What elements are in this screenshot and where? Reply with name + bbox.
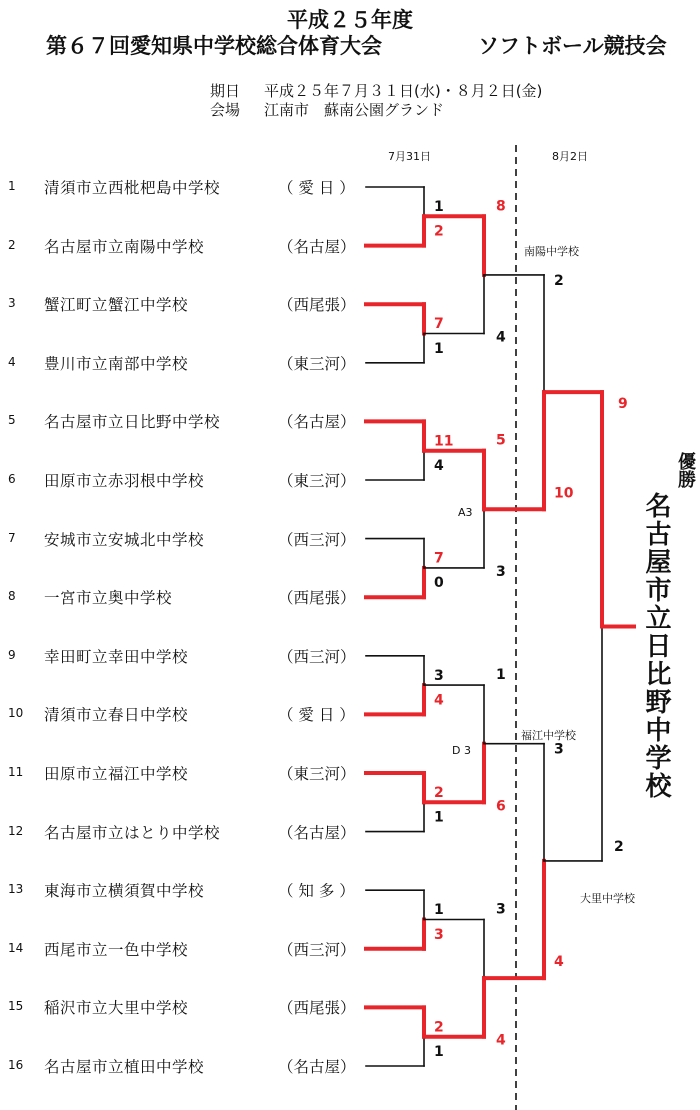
team-region: （名古屋）	[278, 413, 356, 432]
annotation-a3: A3	[458, 506, 473, 519]
team-school: 名古屋市立植田中学校	[44, 1058, 205, 1076]
score-final: 2	[614, 838, 624, 855]
team-school: 田原市立赤羽根中学校	[44, 472, 205, 490]
score-round3: 10	[554, 485, 574, 502]
score-round2: 8	[496, 198, 506, 215]
team-region: （西尾張）	[278, 296, 356, 315]
team-school: 名古屋市立南陽中学校	[44, 237, 205, 256]
score-round1: 3	[434, 667, 444, 684]
team-school: 幸田町立幸田中学校	[44, 647, 189, 666]
team-school: 豊川市立南部中学校	[44, 354, 189, 373]
score-round1: 1	[434, 199, 444, 215]
score-round2: 3	[496, 901, 506, 918]
team-number: 7	[8, 530, 16, 545]
team-school: 名古屋市立はとり中学校	[44, 823, 221, 842]
team-school: 田原市立福江中学校	[44, 765, 189, 783]
team-number: 1	[8, 179, 16, 193]
champion-label: 優勝	[675, 452, 696, 488]
team-number: 11	[8, 765, 24, 779]
team-number: 2	[8, 237, 16, 252]
score-round1: 2	[434, 1019, 444, 1036]
score-round1: 1	[434, 902, 444, 919]
title-event: ソフトボール競技会	[478, 34, 667, 58]
date-header-day2: 8月2日	[552, 150, 588, 163]
score-round2: 5	[496, 432, 506, 449]
annotation-nanyo: 南陽中学校	[524, 245, 579, 258]
team-school: 稲沢市立大里中学校	[44, 999, 189, 1018]
team-number: 10	[8, 706, 24, 721]
team-region: （名古屋）	[278, 237, 356, 256]
team-number: 16	[8, 1058, 24, 1072]
venue-value: 江南市 蘇南公園グランド	[264, 101, 445, 119]
score-round2: 4	[496, 329, 506, 346]
team-school: 清須市立春日中学校	[44, 706, 189, 725]
team-region: （ 知 多 ）	[278, 882, 355, 901]
team-number: 15	[8, 999, 24, 1014]
score-round1: 1	[434, 340, 444, 357]
team-school: 清須市立西枇杷島中学校	[44, 179, 221, 197]
score-round1: 4	[434, 458, 444, 474]
team-number: 3	[8, 296, 16, 311]
score-final: 9	[618, 396, 628, 413]
team-school: 名古屋市立日比野中学校	[44, 413, 221, 432]
team-school: 蟹江町立蟹江中学校	[44, 296, 189, 315]
score-round3: 2	[554, 272, 564, 289]
team-number: 8	[8, 589, 16, 604]
team-region: （西尾張）	[278, 999, 356, 1018]
score-round1: 2	[434, 785, 444, 801]
team-region: （西三河）	[278, 647, 356, 666]
score-round1: 1	[434, 809, 444, 826]
score-round3: 3	[554, 741, 564, 758]
date-value: 平成２５年７月３１日(水)・８月２日(金)	[264, 82, 543, 100]
team-region: （西尾張）	[278, 589, 356, 608]
score-round1: 2	[434, 223, 444, 240]
team-region: （東三河）	[278, 354, 356, 373]
team-number: 9	[8, 647, 16, 662]
score-round2: 3	[496, 563, 506, 580]
date-header-day1: 7月31日	[388, 150, 431, 163]
team-region: （名古屋）	[278, 1058, 356, 1076]
title-tournament: 第６７回愛知県中学校総合体育大会	[46, 34, 382, 58]
score-round1: 3	[434, 926, 444, 943]
score-round2: 4	[496, 1032, 506, 1049]
team-school: 東海市立横須賀中学校	[44, 882, 205, 901]
team-region: （西三河）	[278, 530, 356, 549]
score-round2: 1	[496, 667, 506, 684]
score-round1: 0	[434, 575, 444, 592]
score-round1: 11	[434, 433, 454, 450]
score-round2: 6	[496, 798, 506, 815]
team-region: （名古屋）	[278, 823, 356, 842]
team-number: 5	[8, 413, 16, 428]
team-region: （東三河）	[278, 472, 356, 490]
team-region: （ 愛 日 ）	[278, 706, 355, 725]
team-region: （ 愛 日 ）	[278, 179, 355, 197]
champion-name: 名古屋市立日比野中学校	[641, 492, 671, 800]
score-round1: 7	[434, 316, 444, 333]
team-region: （東三河）	[278, 765, 356, 783]
venue-label: 会場	[210, 101, 241, 119]
score-round1: 1	[434, 1044, 444, 1060]
annotation-fukue: 福江中学校	[521, 729, 576, 742]
team-number: 12	[8, 823, 24, 838]
annotation-d3: D 3	[452, 744, 471, 757]
team-number: 6	[8, 472, 16, 486]
team-number: 13	[8, 882, 24, 897]
team-school: 西尾市立一色中学校	[44, 940, 189, 959]
date-label: 期日	[210, 82, 241, 100]
team-school: 一宮市立奥中学校	[44, 589, 173, 608]
title-year: 平成２５年度	[287, 8, 413, 32]
team-school: 安城市立安城北中学校	[44, 530, 205, 549]
annotation-osato: 大里中学校	[580, 892, 635, 905]
team-number: 14	[8, 940, 24, 955]
score-round1: 4	[434, 692, 444, 709]
score-round1: 7	[434, 550, 444, 567]
score-round3: 4	[554, 954, 564, 971]
team-number: 4	[8, 354, 16, 369]
team-region: （西三河）	[278, 940, 356, 959]
